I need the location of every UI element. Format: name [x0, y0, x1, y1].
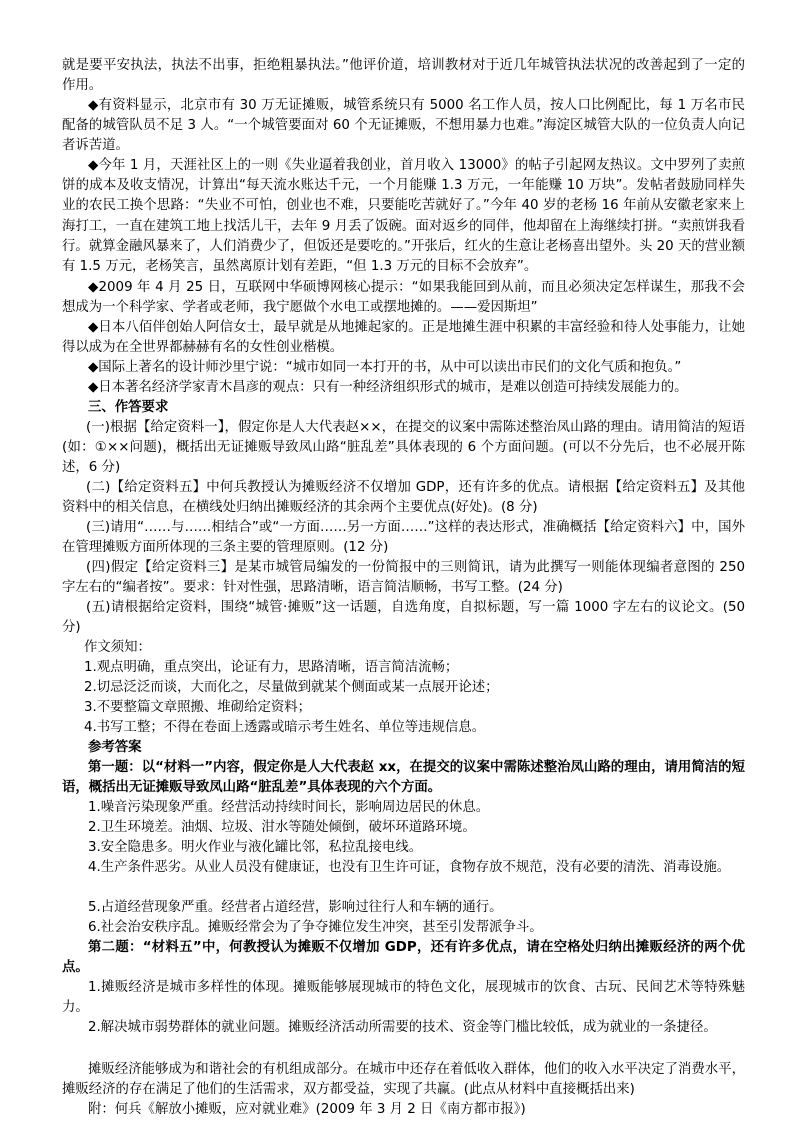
answer-q2-item: 2.解决城市弱势群体的就业问题。摊贩经济活动所需要的技术、资金等门槛比较低，成为就业的一条捷径。: [88, 1020, 717, 1035]
answer-q1-heading: 第一题：以“材料一”内容，假定你是人大代表赵 xx，在提交的议案中需陈述整治凤山路的理由，请用简洁的短语，概括出无证摊贩导致凤山路“脏乱差”具体表现的六个方面。: [62, 760, 745, 796]
answer-q1-item: 4.生产条件恶劣。从业人员没有健康证，也没有卫生许可证，食物存放不规范，没有必要的清洗、消毒设施。: [88, 860, 731, 875]
question-1: (一)根据【给定资料一】，假定你是人大代表赵××，在提交的议案中需陈述整治凤山路的理由。请用简洁的短语(如：①××问题)，概括出无证摊贩导致凤山路“脏乱差”具体表现的 6 个方面问题。(可以不分先后，也不必展开陈述，6 分): [62, 420, 745, 476]
closing-paragraph: 摊贩经济能够成为和谐社会的有机组成部分。在城市中还存在着低收入群体，他们的收入水平决定了消费水平，摊贩经济的存在满足了他们的生活需求，双方都受益，实现了共赢。(此点从材料中直接概括出来): [62, 1062, 745, 1098]
notes-title: 作文须知：: [84, 640, 151, 655]
answer-q1-item: 2.卫生环境差。油烟、垃圾、泔水等随处倾倒，破坏环道路环境。: [88, 820, 476, 835]
paragraph-axin: ◆日本八佰伴创始人阿信女士，最早就是从地摊起家的。正是地摊生涯中积累的丰富经验和待人处事能力，让她得以成为在全世界都赫赫有名的女性创业楷模。: [62, 320, 745, 356]
question-3: (三)请用“……与……相结合”或“一方面……另一方面……”这样的表达形式，准确概括【给定资料六】中，国外在管理摊贩方面所体现的三条主要的管理原则。(12 分): [62, 520, 745, 556]
note-item: 3.不要整篇文章照搬、堆砌给定资料；: [84, 700, 312, 715]
answer-q1-item: 6.社会治安秩序乱。摊贩经常会为了争夺摊位发生冲突，甚至引发帮派争斗。: [88, 920, 543, 935]
paragraph-intro: 就是要平安执法，执法不出事，拒绝粗暴执法。”他评价道，培训教材对于近几年城管执法状况的改善起到了一定的作用。: [62, 58, 745, 94]
section-title: 三、作答要求: [88, 400, 169, 415]
answer-q2-item: 1.摊贩经济是城市多样性的体现。摊贩能够展现城市的特色文化，展现城市的饮食、古玩、民间艺术等特殊魅力。: [62, 980, 745, 1016]
question-4: (四)假定【给定资料三】是某市城管局编发的一份简报中的三则简讯，请为此撰写一则能体现编者意图的 250 字左右的“编者按”。要求：针对性强，思路清晰，语言简洁顺畅，书写工整。(24 分): [62, 560, 745, 596]
appendix-note: 附：何兵《解放小摊贩，应对就业难》(2009 年 3 月 2 日《南方都市报》): [88, 1102, 526, 1117]
paragraph-beijing: ◆有资料显示，北京市有 30 万无证摊贩，城管系统只有 5000 名工作人员，按人口比例配比，每 1 万名市民配备的城管队员不足 3 人。“一个城管要面对 60 个无证摊贩，不想用暴力也难。”海淀区城管大队的一位负责人向记者诉苦道。: [62, 98, 745, 154]
paragraph-saarinen: ◆国际上著名的设计师沙里宁说：“城市如同一本打开的书，从中可以读出市民们的文化气质和抱负。”: [88, 360, 682, 375]
paragraph-tianya: ◆今年 1 月，天涯社区上的一则《失业逼着我创业，首月收入 13000》的帖子引起网友热议。文中罗列了卖煎饼的成本及收支情况，计算出“每天流水账达千元，一个月能赚 1.3 万元，一年能赚 10 万块”。发帖者鼓励同样失业的农民工换个思路：“失业不可怕，创业也不难，只要能吃苦就好了。”今年 40 岁的老杨 16 年前从安徽老家来上海打工，一直在建筑工地上找活儿干，去年 9 月丢了饭碗。面对返乡的同伴，他却留在上海继续打拼。“卖煎饼我看行。就算金融风暴来了，人们消费少了，但饭还是要吃的。”开张后，红火的生意让老杨喜出望外。头 20 天的营业额有 1.5 万元，老杨笑言，虽然离原计划有差距，“但 1.3 万元的目标不会放弃”。: [62, 158, 745, 275]
note-item: 4.书写工整；不得在卷面上透露或暗示考生姓名、单位等违规信息。: [84, 720, 486, 735]
note-item: 1.观点明确，重点突出，论证有力，思路清晰，语言简洁流畅；: [84, 660, 459, 675]
answer-q1-item: 1.噪音污染现象严重。经营活动持续时间长，影响周边居民的休息。: [88, 800, 490, 815]
note-item: 2.切忌泛泛而谈，大而化之，尽量做到就某个侧面或某一点展开论述；: [84, 680, 499, 695]
answer-q1-item: 5.占道经营现象严重。经营者占道经营，影响过往行人和车辆的通行。: [88, 900, 503, 915]
paragraph-aoki: ◆日本著名经济学家青木昌彦的观点：只有一种经济组织形式的城市，是难以创造可持续发展能力的。: [88, 380, 688, 395]
answer-q2-heading: 第二题：“材料五”中，何教授认为摊贩不仅增加 GDP，还有许多优点，请在空格处归纳出摊贩经济的两个优点。: [62, 940, 745, 976]
answer-title: 参考答案: [88, 740, 142, 755]
question-2: (二)【给定资料五】中何兵教授认为摊贩经济不仅增加 GDP，还有许多的优点。请根据【给定资料五】及其他资料中的相关信息，在横线处归纳出摊贩经济的其余两个主要优点(好处)。(8 分): [62, 480, 745, 516]
answer-q1-item: 3.安全隐患多。明火作业与液化罐比邻，私拉乱接电线。: [88, 840, 423, 855]
question-5: (五)请根据给定资料，围绕“城管·摊贩”这一话题，自选角度，自拟标题，写一篇 1000 字左右的议论文。(50 分): [62, 600, 745, 636]
paragraph-einstein: ◆2009 年 4 月 25 日，互联网中华硕博网核心提示：“如果我能回到从前，而且必须决定怎样谋生，那我不会想成为一个科学家、学者或老师，我宁愿做个水电工或摆地摊的。——爱因斯坦”: [62, 280, 745, 316]
